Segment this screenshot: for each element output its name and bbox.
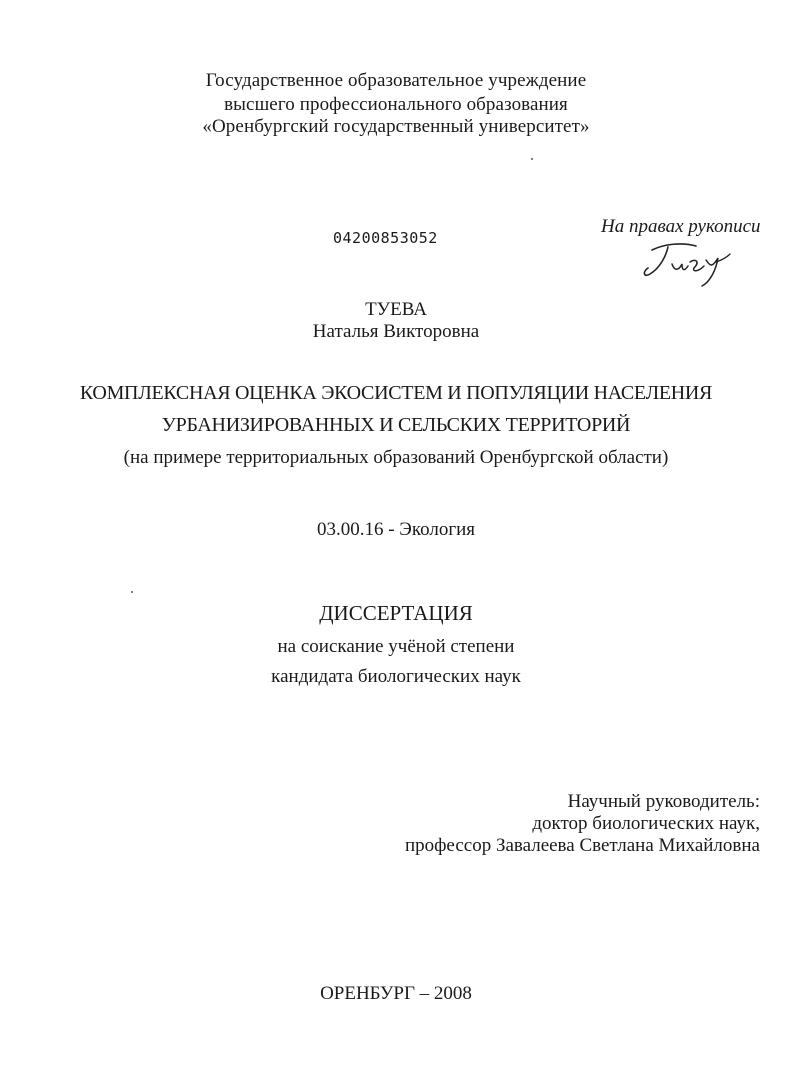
specialty-code: 03.00.16 - Экология bbox=[316, 519, 476, 540]
registration-code: 04200853052 bbox=[333, 229, 438, 247]
handwritten-signature-icon bbox=[638, 238, 738, 290]
city-year-footer: ОРЕНБУРГ – 2008 bbox=[320, 983, 472, 1004]
institution-line-3: «Оренбургский государственный университет» bbox=[202, 116, 590, 137]
degree-line-1: на соискание учёной степени bbox=[277, 636, 515, 657]
author-given-names: Наталья Викторовна bbox=[312, 321, 480, 342]
title-line-1: КОМПЛЕКСНАЯ ОЦЕНКА ЭКОСИСТЕМ И ПОПУЛЯЦИИ НАСЕЛЕНИЯ bbox=[79, 382, 713, 404]
supervisor-degree: доктор биологических наук, bbox=[532, 813, 760, 834]
title-subtitle: (на примере территориальных образований Оренбургской области) bbox=[123, 447, 669, 468]
supervisor-label: Научный руководитель: bbox=[567, 791, 760, 812]
supervisor-name: профессор Завалеева Светлана Михайловна bbox=[404, 835, 760, 856]
manuscript-rights: На правах рукописи bbox=[601, 216, 761, 237]
institution-line-1: Государственное образовательное учреждение bbox=[205, 70, 587, 91]
title-line-2: УРБАНИЗИРОВАННЫХ И СЕЛЬСКИХ ТЕРРИТОРИЙ bbox=[161, 414, 631, 436]
scan-speck bbox=[131, 591, 133, 593]
degree-line-2: кандидата биологических наук bbox=[271, 666, 521, 687]
author-surname: ТУЕВА bbox=[365, 299, 427, 320]
scan-speck bbox=[531, 158, 533, 160]
institution-line-2: высшего профессионального образования bbox=[224, 94, 568, 115]
dissertation-heading: ДИССЕРТАЦИЯ bbox=[319, 601, 473, 625]
